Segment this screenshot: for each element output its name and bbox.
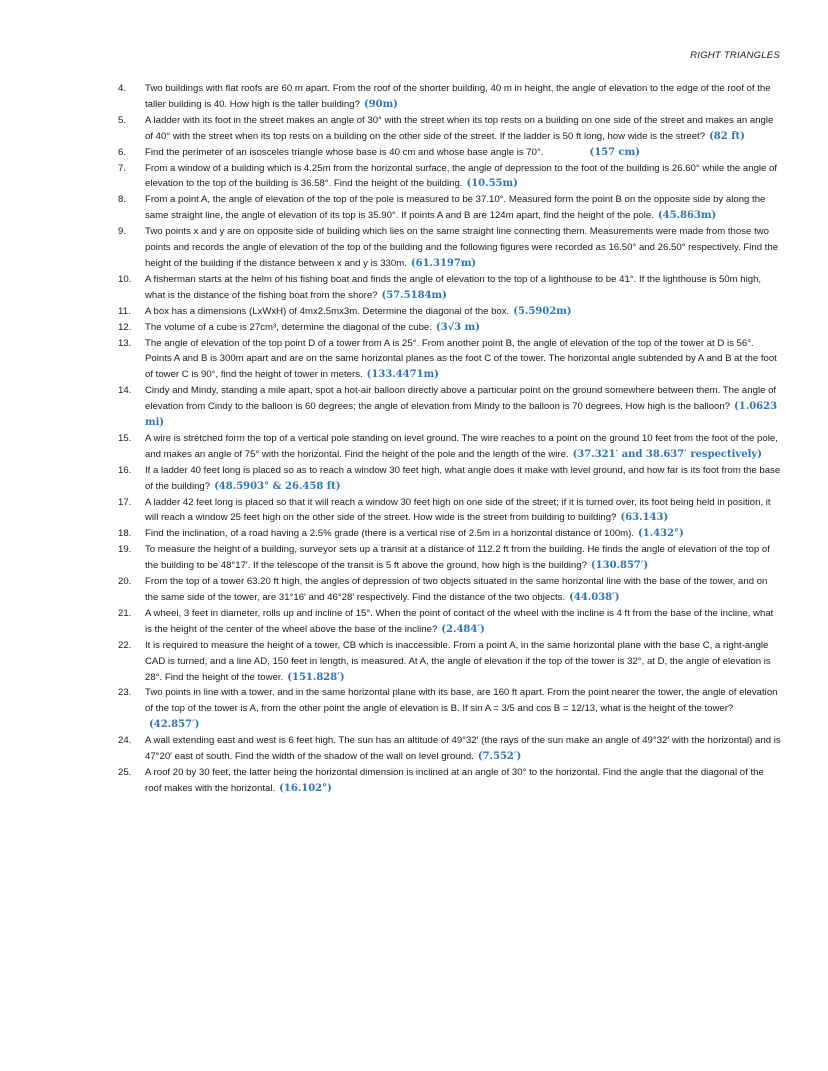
- problem-item: [118, 113, 782, 145]
- problem-text-block: [145, 224, 782, 272]
- problem-answer: (157 cm): [589, 146, 640, 158]
- problem-text: If a ladder 40 feet long is placed so as to reach a window 30 feet high, what angle does it make with level ground, and how far is its foot from the base of the building?: [145, 464, 781, 492]
- problem-number: 20.: [118, 576, 132, 588]
- problem-number: 7.: [118, 162, 127, 174]
- problem-text: Find the perimeter of an isosceles triangle whose base is 40 cm and whose base angle is 70°.: [145, 146, 544, 158]
- problem-text: Two points x and y are on opposite side of building which lies on the same straight line connecting them. Measurements were made from those two points and records the angle of elevation of the top of the building and the following figures were recorded as 16.50° and 26.50° respectively. Find the height of the building if the distance between x and y is 330m.: [145, 226, 779, 269]
- problem-item: [118, 224, 782, 272]
- problem-text-block: [145, 192, 782, 224]
- problem-item: [118, 463, 782, 495]
- problem-text-block: [145, 431, 782, 463]
- problem-answer: (37.321′ and 38.637′ respectively): [572, 448, 762, 460]
- problem-answer: (45.863m): [657, 210, 717, 222]
- problem-list: [118, 81, 782, 797]
- problem-item: [118, 542, 782, 574]
- problem-text: Two buildings with flat roofs are 60 m apart. From the roof of the shorter building, 40 m in height, the angle of elevation to the edge of the roof of the taller building is 40. How high is the taller building?: [145, 83, 771, 110]
- problem-text-block: [145, 606, 782, 638]
- problem-text-block: [145, 638, 782, 686]
- problem-answer: (151.828′): [287, 671, 345, 683]
- problem-answer: (44.038′): [569, 592, 620, 603]
- problem-item: [118, 638, 782, 686]
- problem-number: 13.: [118, 337, 132, 349]
- problem-text-block: [145, 161, 782, 193]
- problem-text-block: [145, 526, 782, 542]
- problem-item: [118, 81, 782, 113]
- problem-text: From a window of a building which is 4.25m from the horizontal surface, the angle of depression to the foot of the building is 26.60° while the angle of elevation to the top of the building is 36.58°. Find the height of the building.: [145, 162, 778, 190]
- problem-answer: (42.857′): [149, 719, 200, 731]
- problem-text-block: [145, 495, 782, 527]
- problem-number: 23.: [118, 687, 132, 699]
- problem-answer: (130.857′): [590, 560, 649, 572]
- problem-answer: (1.0623 mi): [145, 401, 778, 429]
- problem-number: 11.: [118, 305, 131, 317]
- problem-answer: (10.55m): [466, 178, 518, 190]
- problem-text: A ladder 42 feet long is placed so that it will reach a window 30 feet high on one side of the street; if it is turned over, its foot being held in position, it will reach a window 25 feet high on the other side of the street. How wide is the street from building to building?: [145, 496, 771, 524]
- problem-text: A roof 20 by 30 feet, the latter being the horizontal dimension is inclined at an angle of 30° to the horizontal. Find the angle that the diagonal of the roof makes with the horizontal.: [145, 766, 764, 794]
- problem-number: 8.: [118, 194, 127, 206]
- problem-number: 15.: [118, 432, 132, 444]
- problem-text-block: [145, 81, 782, 113]
- problem-text: Cindy and Mindy, standing a mile apart, spot a hot-air balloon directly above a particular point on the ground somewhere between them. The angle of elevation from Cindy to the balloon is 60 degrees; the angle of elevation from Mindy to the balloon is 70 degrees. How high is the balloon?: [145, 385, 777, 413]
- problem-item: [118, 145, 782, 161]
- problem-answer: (82 ft): [709, 130, 745, 142]
- problem-text-block: [145, 304, 782, 320]
- problem-text: A wall extending east and west is 6 feet high. The sun has an altitude of 49°32′ (the rays of the sun make an angle of 49°32′ with the horizontal) and is 47°20′ east of south. Find the width of the shadow of the wall on level ground.: [145, 735, 781, 763]
- problem-answer: (5.5902m): [513, 305, 572, 317]
- problem-text-block: [145, 113, 782, 145]
- problem-text-block: [145, 145, 782, 161]
- problem-text-block: [145, 336, 782, 384]
- problem-number: 12.: [118, 321, 132, 333]
- problem-text-block: [145, 383, 782, 431]
- problem-item: [118, 161, 782, 193]
- problem-number: 19.: [118, 544, 132, 556]
- problem-item: [118, 336, 782, 384]
- problem-text-block: [145, 733, 782, 765]
- problem-item: [118, 383, 782, 431]
- problem-text: Two points in line with a tower, and in the same horizontal plane with its base, are 160 ft apart. From the point nearer the tower, the angle of elevation of the top of the tower is A, from the other point the angle of elevation is B. If sin A = 3/5 and cos B = 12/13, what is the height of the tower?: [145, 687, 778, 715]
- problem-text: To measure the height of a building, surveyor sets up a transit at a distance of 112.2 ft from the building. He finds the angle of elevation of the top of the building to be 48°17′. If the telescope of the transit is 5 ft above the ground, how high is the building?: [145, 544, 770, 572]
- problem-text: A fisherman starts at the helm of his fishing boat and finds the angle of elevation to the top of a lighthouse to be 41°. If the lighthouse is 50m high, what is the distance of the fishing boat from the shore?: [145, 273, 762, 301]
- problem-text: It is required to measure the height of a tower, CB which is inaccessible. From a point A, in the same horizontal plane with the base C, a right-angle CAD is turned, and a line AD, 150 feet in length, is measured. At A, the angle of elevation if the top of the tower is 32°, at D, the angle of elevation is 28°. Find the height of the tower.: [145, 639, 771, 683]
- problem-number: 21.: [118, 607, 132, 619]
- problem-text: The volume of a cube is 27cm³, determine the diagonal of the cube.: [145, 321, 432, 333]
- problem-item: [118, 320, 782, 336]
- problem-item: [118, 495, 782, 527]
- problem-number: 22.: [118, 639, 132, 651]
- problem-number: 24.: [118, 735, 132, 747]
- problem-item: [118, 304, 782, 320]
- problem-text: A wheel, 3 feet in diameter, rolls up and incline of 15°. When the point of contact of the wheel with the incline is 4 ft from the base of the incline, what is the height of the center of the wheel above the base of the incline?: [145, 607, 774, 635]
- problem-item: [118, 192, 782, 224]
- problem-text-block: [145, 542, 782, 574]
- problem-number: 6.: [118, 146, 127, 158]
- problem-item: [118, 685, 782, 733]
- problem-item: [118, 733, 782, 765]
- problem-answer: (90m): [363, 98, 398, 110]
- problem-item: [118, 574, 782, 606]
- problem-answer: (61.3197m): [410, 257, 477, 269]
- problem-answer: (16.102°): [279, 782, 332, 794]
- problem-number: 25.: [118, 766, 132, 778]
- problem-answer: (2.484′): [441, 623, 485, 635]
- problem-text-block: [145, 574, 782, 606]
- problem-number: 17.: [118, 496, 132, 508]
- problem-number: 10.: [118, 273, 132, 285]
- problem-number: 9.: [118, 226, 127, 238]
- problem-text: From a point A, the angle of elevation of the top of the pole is measured to be 37.10°. Measured form the point B on the opposite side by along the same straight line, the angle of elevation of its top is 35.90°. If points A and B are 124m apart, find the height of the pole.: [145, 194, 766, 222]
- problem-text: A ladder with its foot in the street makes an angle of 30° with the street when its top rests on a building on one side of the street and makes an angle of 40° with the street when its top rests on a building on the other side of the street. If the ladder is 50 ft long, how wide is the street?: [145, 114, 774, 142]
- problem-item: [118, 765, 782, 797]
- problem-number: 16.: [118, 464, 132, 476]
- problem-item: [118, 431, 782, 463]
- problem-text: Find the inclination, of a road having a 2.5% grade (there is a vertical rise of 2.5m in a horizontal distance of 100m).: [145, 528, 635, 540]
- problem-answer: (7.552′): [477, 751, 522, 763]
- problem-text: A wire is stretched form the top of a vertical pole standing on level ground. The wire reaches to a point on the ground 10 feet from the foot of the pole, and makes an angle of 75° with the horizontal. Find the height of the pole and the length of the wire.: [145, 432, 778, 460]
- problem-text: The angle of elevation of the top point D of a tower from A is 25°. From another point B, the angle of elevation of the top of the tower at D is 56°. Points A and B is 300m apart and are on the same horizontal planes as the foot C of the tower. The horizontal angle subtended by A and B at the foot of tower C is 90°, find the height of tower in meters.: [145, 337, 777, 381]
- problem-number: 5.: [118, 114, 127, 126]
- problem-answer: (48.5903° & 26.458 ft): [214, 480, 341, 492]
- problem-text-block: [145, 320, 782, 336]
- problem-number: 4.: [118, 83, 127, 94]
- problem-text-block: [145, 765, 782, 797]
- problem-answer: (1.432°): [638, 528, 684, 540]
- problem-answer: (133.4471m): [366, 369, 439, 381]
- problem-text-block: [145, 463, 782, 495]
- problem-item: [118, 606, 782, 638]
- problem-text-block: [145, 685, 782, 733]
- problem-answer: (57.5184m): [381, 289, 447, 301]
- problem-item: [118, 526, 782, 542]
- problem-number: 18.: [118, 528, 132, 540]
- problem-answer: (63.143): [620, 512, 669, 524]
- problem-text: A box has a dimensions (LxWxH) of 4mx2.5mx3m. Determine the diagonal of the box.: [145, 305, 510, 317]
- problem-answer: (3√3 m): [435, 321, 480, 333]
- page-header: RIGHT TRIANGLES: [690, 50, 780, 61]
- problem-number: 14.: [118, 385, 132, 397]
- problem-item: [118, 272, 782, 304]
- problem-text-block: [145, 272, 782, 304]
- problem-text: From the top of a tower 63.20 ft high, the angles of depression of two objects situated in the same horizontal line with the base of the tower, and on the same side of the tower, are 31°16′ and 46°28′ respectively. Find the distance of the two objects.: [145, 576, 768, 603]
